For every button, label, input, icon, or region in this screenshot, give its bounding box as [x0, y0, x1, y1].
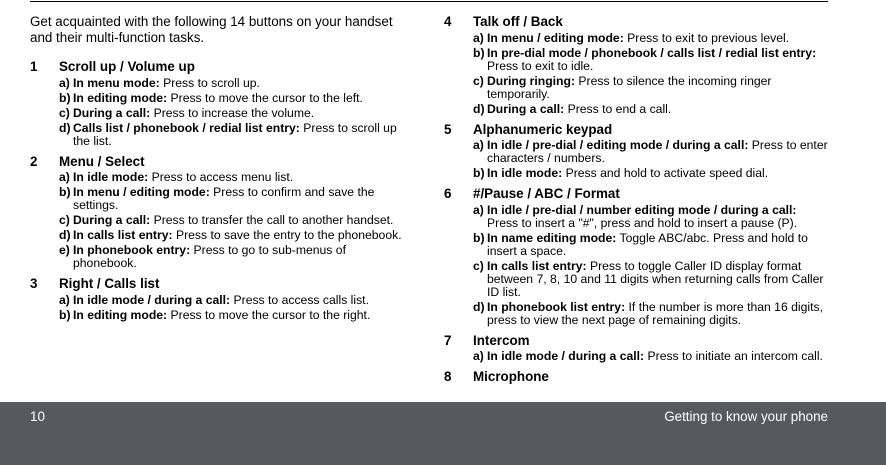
item-text: Press to scroll up. [163, 75, 260, 90]
left-sections [30, 59, 410, 322]
section-number: 1 [30, 59, 38, 74]
item-body [487, 232, 830, 258]
right-sections [444, 14, 830, 385]
function-item [30, 309, 410, 322]
function-item [444, 301, 830, 327]
function-item [444, 350, 830, 363]
section-number: 6 [444, 186, 452, 201]
item-label: In pre-dial mode / phonebook / calls list / redial list entry: [487, 45, 817, 60]
section-heading [444, 333, 830, 349]
function-item [30, 186, 410, 212]
item-body [487, 103, 830, 116]
item-label: In phonebook list entry: [487, 299, 626, 314]
item-letter: c) [59, 213, 70, 227]
page-footer [0, 402, 886, 465]
section-title: Talk off / Back [473, 14, 563, 29]
item-letter: c) [473, 73, 484, 88]
item-letter: a) [59, 75, 70, 90]
item-body [73, 171, 410, 184]
function-item [444, 139, 830, 165]
item-label: In menu / editing mode: [487, 30, 624, 45]
item-text: Press to end a call. [567, 101, 672, 116]
item-label: In idle mode / during a call: [487, 349, 645, 363]
item-body [73, 92, 410, 105]
function-item [444, 47, 830, 73]
section-items [30, 77, 410, 148]
function-item [30, 77, 410, 90]
section-items [444, 32, 830, 116]
section-heading [30, 154, 410, 170]
item-letter: b) [59, 185, 71, 199]
function-item [444, 32, 830, 45]
item-letter: a) [473, 202, 484, 217]
item-letter: a) [473, 30, 484, 45]
item-body [487, 260, 830, 299]
item-letter: d) [59, 228, 71, 242]
function-item [30, 122, 410, 148]
item-text: Toggle ABC/abc. Press and hold to insert a space. [487, 230, 808, 258]
item-label: In idle mode: [487, 166, 563, 180]
button-section [30, 59, 410, 148]
item-body [487, 75, 830, 101]
section-title: Microphone [473, 369, 549, 384]
item-label: In idle mode / during a call: [73, 292, 231, 307]
top-rule [30, 1, 828, 2]
section-heading [444, 186, 830, 202]
item-label: During ringing: [487, 73, 576, 88]
section-items [444, 139, 830, 180]
button-section [444, 122, 830, 181]
item-body [487, 350, 830, 363]
function-item [30, 229, 410, 242]
button-section [30, 276, 410, 322]
item-letter: d) [473, 299, 485, 314]
item-label: During a call: [73, 213, 151, 227]
item-letter: b) [59, 307, 71, 322]
item-body [73, 214, 410, 227]
item-body [487, 167, 830, 180]
section-title: Alphanumeric keypad [473, 121, 613, 137]
section-items [30, 294, 410, 322]
item-label: In name editing mode: [487, 230, 617, 245]
item-letter: c) [473, 258, 484, 273]
item-label: In idle / pre-dial / number editing mode / during a call: [487, 202, 797, 217]
item-text: Press and hold to activate speed dial. [565, 166, 769, 180]
section-number: 5 [444, 121, 452, 137]
item-body [73, 244, 410, 270]
item-letter: a) [59, 292, 70, 307]
item-body [73, 186, 410, 212]
function-item [30, 214, 410, 227]
section-title: Scroll up / Volume up [59, 59, 195, 74]
item-text: Press to insert a "#", press and hold to insert a pause (P). [487, 215, 798, 230]
item-text: Press to transfer the call to another handset. [153, 213, 394, 227]
item-letter: b) [473, 45, 485, 60]
button-section [444, 186, 830, 327]
item-label: In editing mode: [73, 307, 168, 322]
item-label: In idle mode: [73, 170, 149, 184]
function-item [30, 294, 410, 307]
function-item [444, 103, 830, 116]
item-text: If the number is more than 16 digits, press to view the next page of remaining digits. [487, 299, 823, 327]
item-letter: d) [473, 101, 485, 116]
function-item [444, 75, 830, 101]
item-text: Press to save the entry to the phonebook. [175, 228, 402, 242]
right-column [444, 14, 830, 391]
item-letter: b) [473, 166, 485, 180]
item-label: In editing mode: [73, 90, 168, 105]
item-label: In calls list entry: [487, 258, 587, 273]
item-body [73, 107, 410, 120]
item-label: In calls list entry: [73, 228, 173, 242]
section-items [444, 350, 830, 363]
section-items [444, 204, 830, 327]
section-title: #/Pause / ABC / Format [473, 186, 620, 201]
item-body [487, 32, 830, 45]
section-number: 3 [30, 276, 38, 291]
item-body [73, 294, 410, 307]
item-letter: a) [473, 138, 484, 152]
item-text: Press to exit to idle. [487, 58, 594, 73]
item-body [487, 47, 830, 73]
item-text: Press to confirm and save the settings. [73, 185, 375, 212]
item-body [487, 301, 830, 327]
item-letter: c) [59, 105, 70, 120]
function-item [444, 260, 830, 299]
item-label: Calls list / phonebook / redial list entry: [73, 120, 300, 135]
item-text: Press to exit to previous level. [627, 30, 790, 45]
item-label: In menu mode: [73, 75, 160, 90]
item-text: Press to move the cursor to the left. [170, 90, 363, 105]
item-text: Press to increase the volume. [153, 105, 315, 120]
button-section [444, 333, 830, 364]
item-label: During a call: [487, 101, 565, 116]
item-body [487, 139, 830, 165]
function-item [30, 244, 410, 270]
section-title: Intercom [473, 332, 530, 348]
item-letter: b) [473, 230, 485, 245]
item-label: In idle / pre-dial / editing mode / during a call: [487, 138, 749, 152]
section-number: 7 [444, 332, 452, 348]
item-body [73, 229, 410, 242]
function-item [444, 167, 830, 180]
item-letter: e) [59, 243, 70, 257]
item-letter: a) [473, 349, 484, 363]
item-text: Press to enter characters / numbers. [487, 138, 828, 165]
item-text: Press to move the cursor to the right. [170, 307, 371, 322]
function-item [30, 92, 410, 105]
item-text: Press to silence the incoming ringer temporarily. [487, 73, 772, 101]
item-label: During a call: [73, 105, 151, 120]
section-number: 4 [444, 14, 452, 29]
item-text: Press to access menu list. [151, 170, 294, 184]
item-text: Press to scroll up the list. [73, 120, 397, 148]
item-body [73, 309, 410, 322]
function-item [30, 107, 410, 120]
item-body [487, 204, 830, 230]
button-section [30, 154, 410, 271]
left-column [30, 14, 410, 328]
item-body [73, 122, 410, 148]
section-heading [444, 14, 830, 30]
function-item [444, 204, 830, 230]
section-number: 2 [30, 153, 38, 169]
item-body [73, 77, 410, 90]
item-text: Press to go to sub-menus of phonebook. [73, 243, 346, 270]
item-label: In menu / editing mode: [73, 185, 210, 199]
item-text: Press to initiate an intercom call. [647, 349, 823, 363]
item-letter: b) [59, 90, 71, 105]
page-number: 10 [30, 409, 45, 424]
section-heading [444, 369, 830, 385]
section-heading [444, 122, 830, 138]
item-text: Press to access calls list. [233, 292, 369, 307]
function-item [444, 232, 830, 258]
item-label: In phonebook entry: [73, 243, 191, 257]
section-title: Right / Calls list [59, 276, 160, 291]
section-items [30, 171, 410, 270]
intro-text: Get acquainted with the following 14 buttons on your handset and their multi-function tasks. [30, 14, 393, 45]
section-heading [30, 276, 410, 292]
item-text: Press to toggle Caller ID display format between 7, 8, 10 and 11 digits when returning calls from Caller ID list. [487, 258, 824, 299]
section-heading [30, 59, 410, 75]
item-letter: d) [59, 120, 71, 135]
button-section [444, 369, 830, 385]
section-title: Menu / Select [59, 153, 145, 169]
item-letter: a) [59, 170, 70, 184]
section-number: 8 [444, 369, 452, 384]
function-item [30, 171, 410, 184]
button-section [444, 14, 830, 116]
chapter-title: Getting to know your phone [664, 409, 828, 424]
